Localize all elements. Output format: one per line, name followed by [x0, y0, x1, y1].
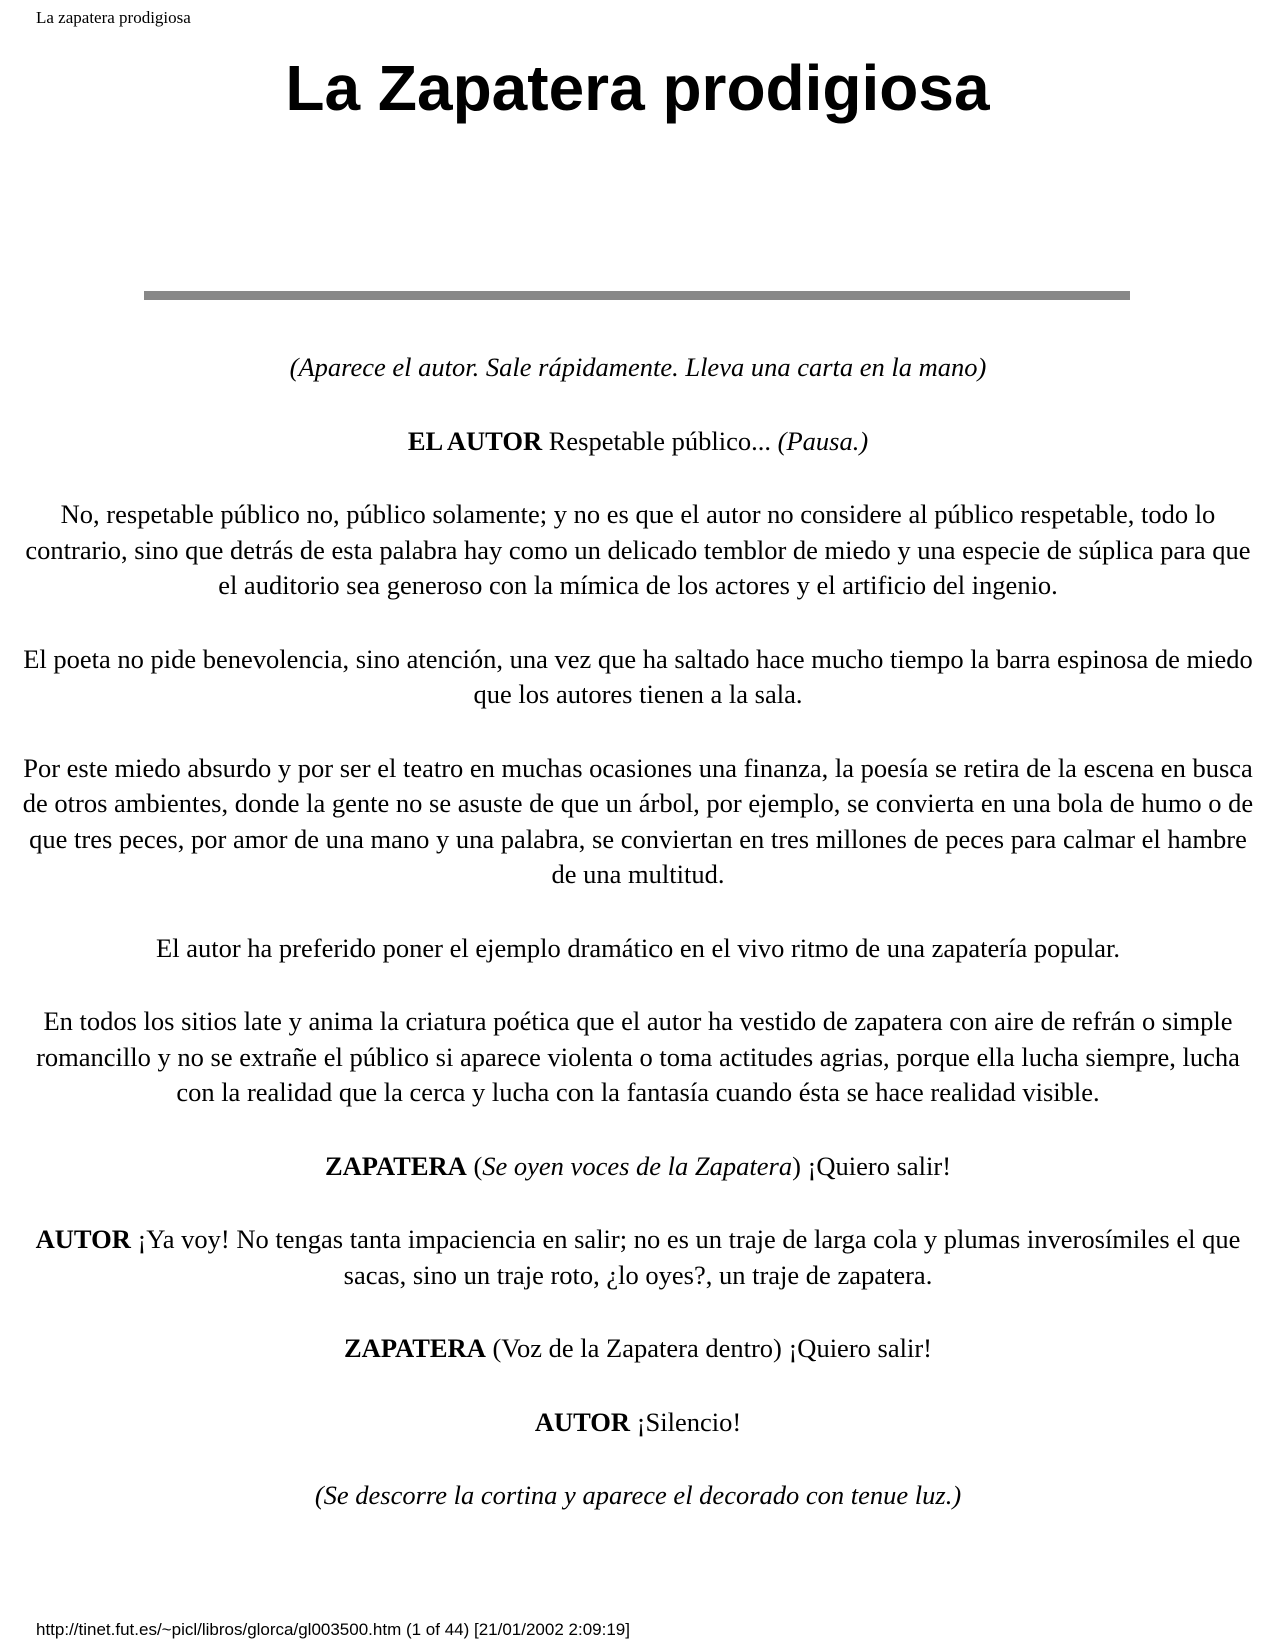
paragraph: No, respetable público no, público solamente; y no es que el autor no considere al público respetable, todo lo contrario, sino que detrás de esta palabra hay como un delicado temblor de miedo y una especie de súplica para que el auditorio sea generoso con la mímica de los actores y el artificio del ingenio. — [25, 499, 1251, 600]
dialogue-line — [18, 424, 1258, 460]
speaker-name: EL AUTOR — [407, 425, 543, 456]
paren-open: ( — [466, 1150, 483, 1181]
dialogue-line — [18, 1149, 1258, 1185]
dialogue-line — [18, 1222, 1258, 1293]
header-document-title: La zapatera prodigiosa — [36, 8, 191, 27]
stage-direction — [18, 1478, 1258, 1514]
speaker-name: AUTOR — [35, 1224, 131, 1254]
speaker-name: AUTOR — [534, 1406, 631, 1437]
dialogue-text: (Voz de la Zapatera dentro) ¡Quiero salir! — [485, 1333, 932, 1363]
horizontal-rule — [144, 291, 1130, 300]
footer-url-info: http://tinet.fut.es/~picl/libros/glorca/gl003500.htm (1 of 44) [21/01/2002 2:09:19] — [36, 1620, 630, 1639]
dialogue-aside: Se oyen voces de la Zapatera — [482, 1150, 793, 1181]
dialogue-line — [18, 1405, 1258, 1441]
paragraph: En todos los sitios late y anima la criatura poética que el autor ha vestido de zapatera con aire de refrán o simple romancillo y no se extrañe el público si aparece violenta o toma actitudes agrias, porque ella lucha siempre, lucha con la realidad que la cerca y lucha con la fantasía cuando ésta se hace realidad visible. — [36, 1006, 1240, 1107]
dialogue-text: ) ¡Quiero salir! — [792, 1150, 952, 1181]
speaker-name: ZAPATERA — [344, 1333, 486, 1363]
stage-direction-text: (Se descorre la cortina y aparece el decorado con tenue luz.) — [314, 1480, 962, 1510]
stage-direction-text: (Aparece el autor. Sale rápidamente. Lleva una carta en la mano) — [289, 352, 987, 382]
play-text — [18, 350, 1258, 1552]
dialogue-text: Respetable público... — [542, 425, 778, 456]
dialogue-text: ¡Ya voy! No tengas tanta impaciencia en salir; no es un traje de larga cola y plumas inverosímiles el que sacas, sino un traje roto, ¿lo oyes?, un traje de zapatera. — [130, 1224, 1241, 1290]
stage-direction — [18, 350, 1258, 386]
page-title: La Zapatera prodigiosa — [285, 52, 990, 124]
paragraph: El poeta no pide benevolencia, sino atención, una vez que ha saltado hace mucho tiempo la barra espinosa de miedo que los autores tienen a la sala. — [23, 643, 1253, 709]
dialogue-line — [18, 1331, 1258, 1367]
paragraph: El autor ha preferido poner el ejemplo dramático en el vivo ritmo de una zapatería popular. — [156, 932, 1120, 963]
dialogue-aside: (Pausa.) — [777, 425, 869, 456]
speaker-name: ZAPATERA — [324, 1150, 467, 1181]
paragraph: Por este miedo absurdo y por ser el teatro en muchas ocasiones una finanza, la poesía se retira de la escena en busca de otros ambientes, donde la gente no se asuste de que un árbol, por ejemplo, se convierta en una bola de humo o de que tres peces, por amor de una mano y una palabra, se conviertan en tres millones de peces para calmar el hambre de una multitud. — [22, 752, 1254, 889]
dialogue-text: ¡Silencio! — [630, 1406, 742, 1437]
